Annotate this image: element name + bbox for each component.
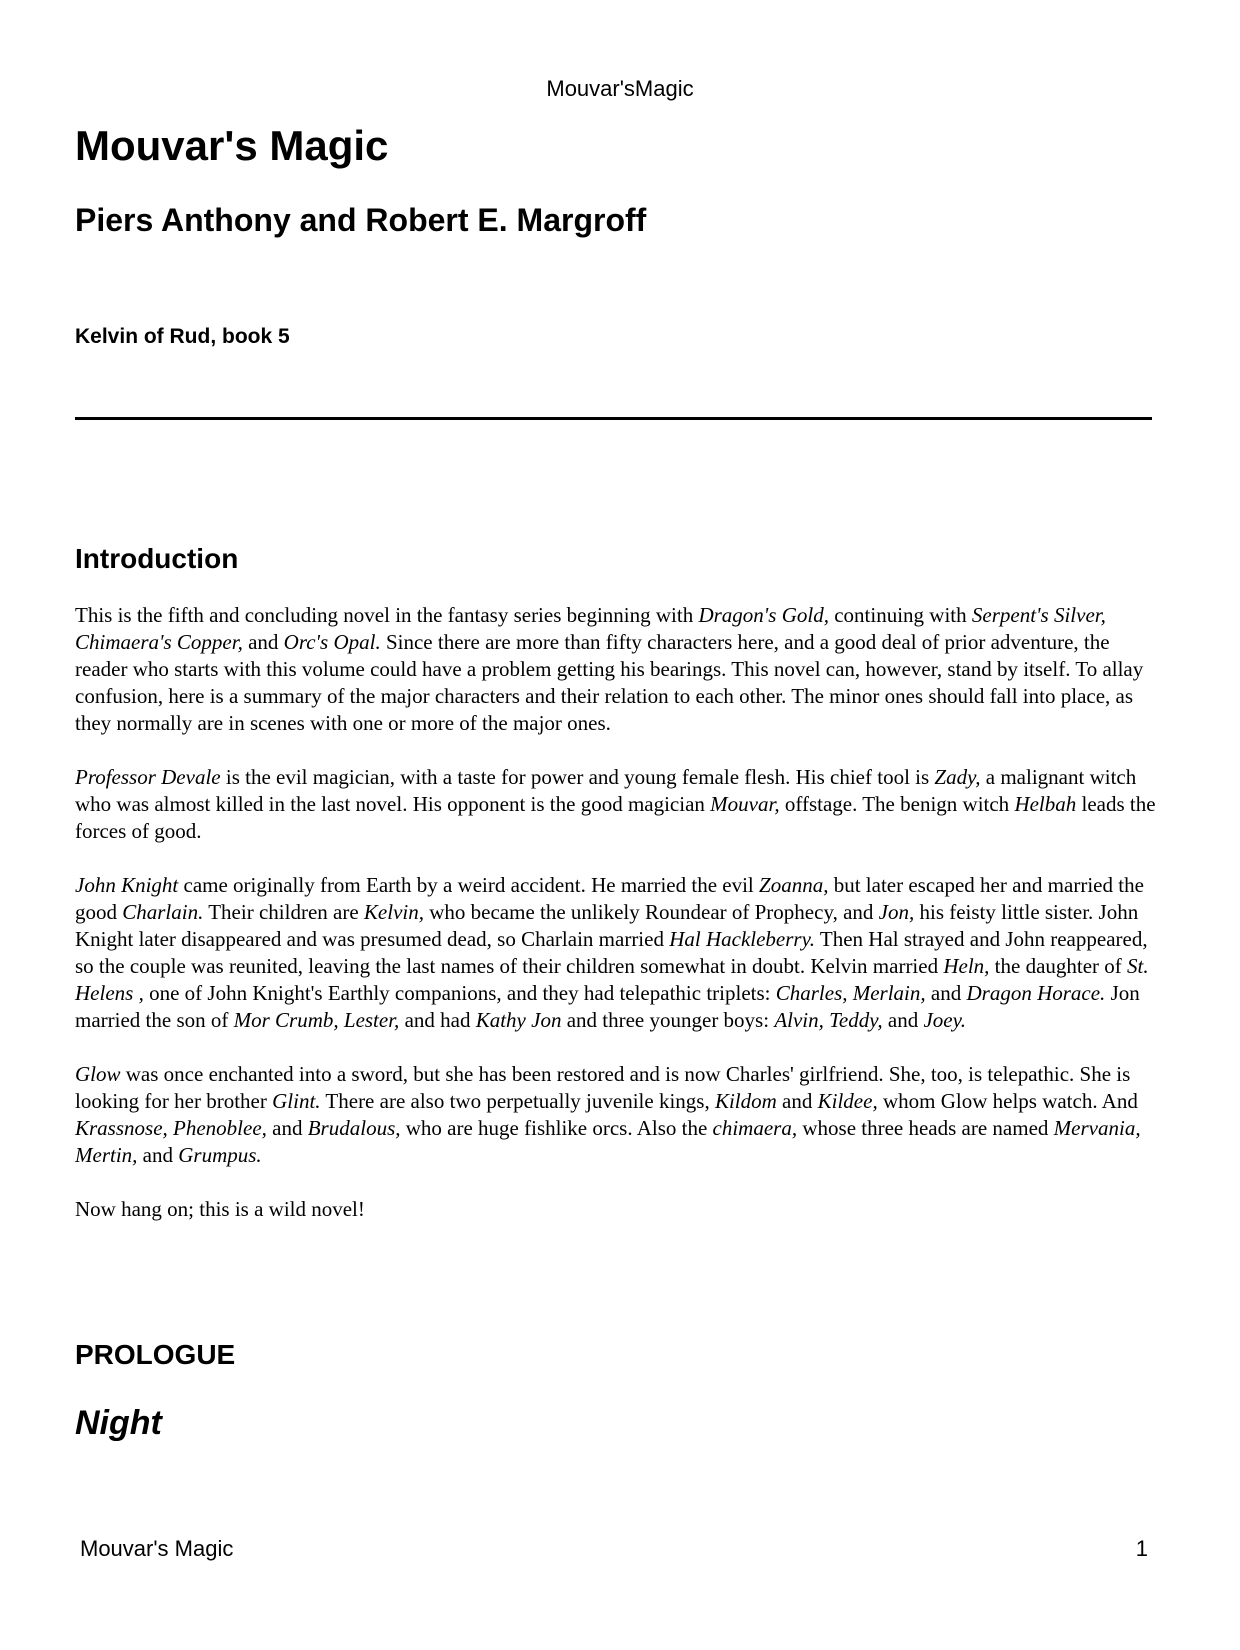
book-title: Mouvar's Magic [75,122,389,169]
intro-paragraph-2: Professor Devale is the evil magician, with a taste for power and young female flesh. His chief tool is Zady, a malignant witch who was almost killed in the last novel. His opponent is the good magician Mouvar, offstage. The benign witch Helbah leads the forces of good. [75,765,1156,843]
authors: Piers Anthony and Robert E. Margroff [75,202,647,238]
running-header: Mouvar'sMagic [546,76,694,101]
chapter-title: Night [75,1404,162,1442]
footer-title: Mouvar's Magic [80,1536,234,1561]
series-subtitle: Kelvin of Rud, book 5 [75,325,290,348]
horizontal-rule [75,417,1152,420]
intro-paragraph-5: Now hang on; this is a wild novel! [75,1197,365,1221]
intro-paragraph-1: This is the fifth and concluding novel in the fantasy series beginning with Dragon's Gold, continuing with Serpent's Silver, Chimaera's Copper, and Orc's Opal. Since there are more than fifty characters here, and a good deal of prior adventure, the reader who starts with this volume could have a problem getting his bearings. This novel can, however, stand by itself. To allay confusion, here is a summary of the major characters and their relation to each other. The minor ones should fall into place, as they normally are in scenes with one or more of the major ones. [75,603,1144,735]
introduction-heading: Introduction [75,543,239,574]
prologue-heading: PROLOGUE [75,1339,236,1370]
introduction-body [75,602,1160,1250]
page-number: 1 [1135,1536,1148,1561]
intro-paragraph-3: John Knight came originally from Earth by a weird accident. He married the evil Zoanna, but later escaped her and married the good Charlain. Their children are Kelvin, who became the unlikely Roundear of Prophecy, and Jon, his feisty little sister. John Knight later disappeared and was presumed dead, so Charlain married Hal Hackleberry. Then Hal strayed and John reappeared, so the couple was reunited, leaving the last names of their children somewhat in doubt. Kelvin married Heln, the daughter of St. Helens , one of John Knight's Earthly companions, and they had telepathic triplets: Charles, Merlain, and Dragon Horace. Jon married the son of Mor Crumb, Lester, and had Kathy Jon and three younger boys: Alvin, Teddy, and Joey. [75,873,1149,1032]
intro-paragraph-4: Glow was once enchanted into a sword, but she has been restored and is now Charles' girlfriend. She, too, is telepathic. She is looking for her brother Glint. There are also two perpetually juvenile kings, Kildom and Kildee, whom Glow helps watch. And Krassnose, Phenoblee, and Brudalous, who are huge fishlike orcs. Also the chimaera, whose three heads are named Mervania, Mertin, and Grumpus. [75,1062,1141,1167]
